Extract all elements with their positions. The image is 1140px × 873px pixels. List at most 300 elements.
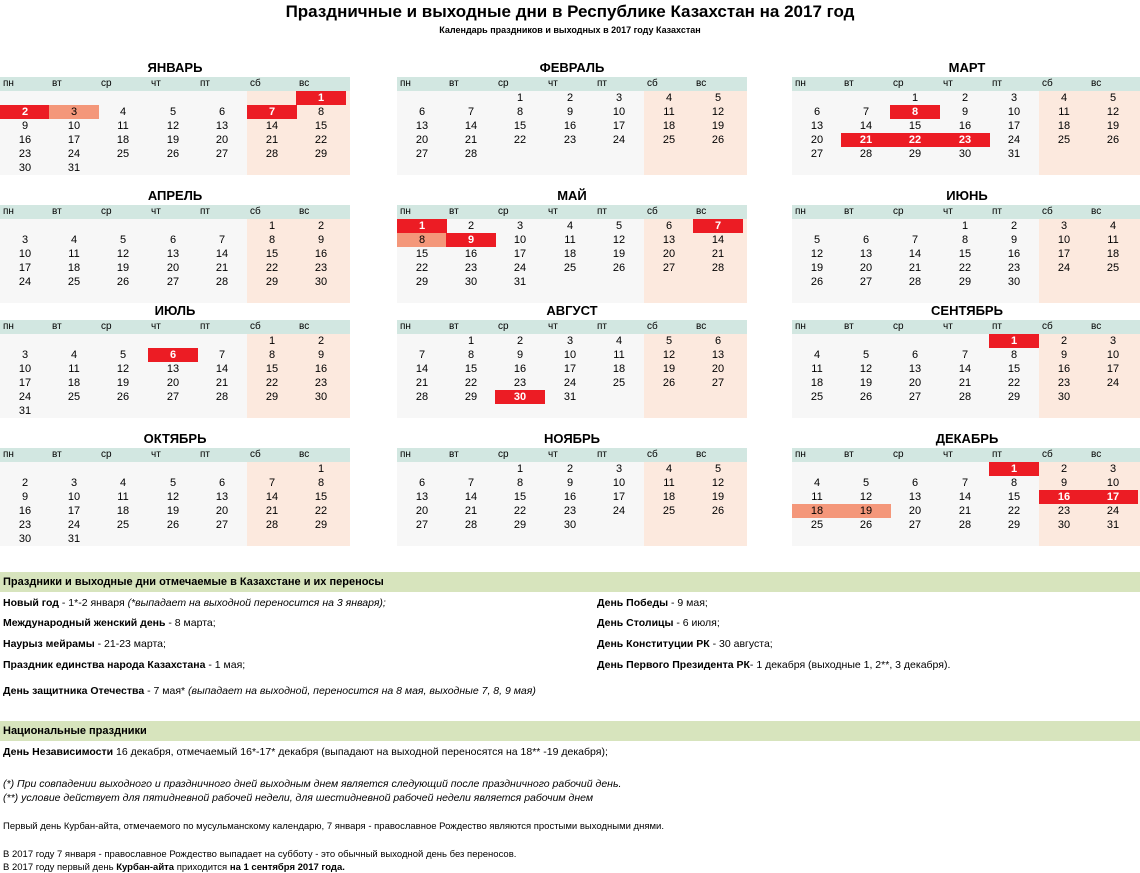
day-cell: 25: [1057, 134, 1071, 146]
day-cell: 10: [67, 120, 81, 132]
day-cell: 11: [117, 120, 129, 132]
day-cell: 2: [21, 477, 29, 489]
day-cell: 24: [1057, 262, 1071, 274]
day-cell: 30: [18, 533, 32, 545]
weekday-label: вт: [449, 321, 459, 332]
day-cell: 27: [711, 377, 725, 389]
weekday-label: пн: [795, 449, 806, 460]
day-cell: 15: [314, 491, 328, 503]
weekday-label: вт: [844, 206, 854, 217]
day-cell: 23: [563, 505, 577, 517]
day-cell: 26: [810, 276, 824, 288]
day-cell: 9: [1060, 477, 1068, 489]
day-cell: 3: [1060, 220, 1068, 232]
day-cell: 22: [1007, 505, 1021, 517]
weekday-label: сб: [250, 78, 261, 89]
day-cell: 31: [1007, 148, 1021, 160]
day-cell: 23: [464, 262, 478, 274]
day-cell: 10: [18, 363, 32, 375]
day-cell: 9: [21, 120, 29, 132]
day-cell: 4: [813, 477, 821, 489]
day-cell: 25: [612, 377, 626, 389]
day-cell: 2: [467, 220, 475, 232]
day-cell: 9: [1010, 234, 1018, 246]
day-cell: 27: [415, 148, 429, 160]
note-christmas: В 2017 году 7 января - православное Рождество выпадает на субботу - это обычный выходной день без переносов.: [3, 849, 517, 860]
weekday-header: [397, 77, 747, 91]
month-block: [397, 303, 747, 418]
day-cell: 19: [841, 504, 891, 518]
day-cell: 31: [18, 405, 32, 417]
day-cell: 15: [1007, 491, 1021, 503]
month-block: [397, 60, 747, 175]
day-cell: 8: [890, 105, 940, 119]
day-cell: 1: [268, 220, 276, 232]
day-cell: 28: [215, 276, 229, 288]
day-cell: 7: [693, 219, 743, 233]
weekday-header: [0, 77, 350, 91]
weekday-label: пн: [795, 206, 806, 217]
day-cell: 29: [958, 276, 972, 288]
day-cell: 26: [711, 505, 725, 517]
weekday-label: пт: [597, 449, 607, 460]
page-subtitle: Календарь праздников и выходных в 2017 году Казахстан: [439, 25, 701, 35]
day-cell: 5: [615, 220, 623, 232]
day-cell: 12: [166, 120, 180, 132]
weekday-label: сб: [647, 321, 658, 332]
day-cell: 4: [566, 220, 574, 232]
day-cell: 25: [1106, 262, 1120, 274]
day-cell: 5: [862, 477, 870, 489]
weekday-label: сб: [250, 449, 261, 460]
day-cell: 24: [1106, 377, 1120, 389]
independence-day-line: День Независимости 16 декабря, отмечаемый 16*-17* декабря (выпадают на выходной переносятся на 18** -19 декабря);: [3, 746, 608, 758]
day-cell: 22: [1007, 377, 1021, 389]
weekday-label: пт: [200, 321, 210, 332]
weekday-label: вс: [1091, 449, 1102, 460]
day-cell: 4: [119, 106, 127, 118]
day-cell: 19: [166, 134, 180, 146]
month-block: [0, 431, 350, 546]
day-cell: 29: [415, 276, 429, 288]
day-cell: 4: [615, 335, 623, 347]
day-cell: 10: [563, 349, 577, 361]
day-cell: 3: [70, 477, 78, 489]
day-cell: 26: [166, 519, 180, 531]
day-cell: 23: [1057, 505, 1071, 517]
day-cell: 15: [513, 120, 527, 132]
day-cell: 31: [67, 162, 81, 174]
day-cell: 7: [418, 349, 426, 361]
day-cell: 5: [169, 477, 177, 489]
day-cell: 9: [317, 234, 325, 246]
weekday-label: пт: [200, 78, 210, 89]
weekday-label: вс: [299, 78, 310, 89]
weekday-label: чт: [548, 206, 558, 217]
month-name: ИЮЛЬ: [154, 303, 196, 318]
day-cell: 13: [810, 120, 824, 132]
weekday-header: [397, 320, 747, 334]
weekday-label: сб: [647, 78, 658, 89]
day-cell: 7: [218, 234, 226, 246]
day-cell: 30: [464, 276, 478, 288]
day-cell: 30: [563, 519, 577, 531]
day-cell: 31: [563, 391, 577, 403]
day-cell: 5: [813, 234, 821, 246]
day-cell: 1: [397, 219, 447, 233]
day-cell: 14: [711, 234, 725, 246]
month-name: ДЕКАБРЬ: [935, 431, 999, 446]
day-cell: 27: [215, 148, 229, 160]
day-cell: 24: [612, 134, 626, 146]
day-cell: 22: [513, 505, 527, 517]
day-cell: 30: [1057, 519, 1071, 531]
day-cell: 22: [890, 133, 940, 147]
day-cell: 1: [516, 92, 524, 104]
weekday-label: пт: [992, 206, 1002, 217]
day-cell: 28: [265, 519, 279, 531]
day-cell: 22: [265, 377, 279, 389]
day-cell: 18: [116, 505, 130, 517]
day-cell: 14: [958, 363, 972, 375]
footnote-1: (*) При совпадении выходного и праздничного дней выходным днем является следующий после праздничного рабочий день.: [3, 778, 622, 790]
day-cell: 22: [314, 134, 328, 146]
day-cell: 13: [859, 248, 873, 260]
day-cell: 12: [711, 106, 725, 118]
day-cell: 21: [265, 505, 279, 517]
month-days: [0, 462, 350, 546]
month-days: [0, 334, 350, 418]
day-cell: 12: [662, 349, 676, 361]
day-cell: 7: [467, 106, 475, 118]
day-cell: 25: [810, 519, 824, 531]
day-cell: 9: [566, 477, 574, 489]
month-name: АПРЕЛЬ: [147, 188, 203, 203]
day-cell: 29: [1007, 391, 1021, 403]
day-cell: 31: [67, 533, 81, 545]
day-cell: 21: [464, 134, 478, 146]
day-cell: 16: [1039, 490, 1089, 504]
day-cell: 25: [810, 391, 824, 403]
weekday-label: чт: [943, 321, 953, 332]
weekday-label: ср: [101, 449, 112, 460]
day-cell: 24: [18, 391, 32, 403]
weekday-label: чт: [151, 321, 161, 332]
day-cell: 17: [1007, 120, 1021, 132]
day-cell: 3: [566, 335, 574, 347]
day-cell: 4: [70, 234, 78, 246]
day-cell: 2: [317, 335, 325, 347]
day-cell: 14: [215, 248, 229, 260]
day-cell: 13: [908, 363, 922, 375]
weekday-label: пт: [200, 206, 210, 217]
weekday-label: вт: [844, 449, 854, 460]
day-cell: 13: [908, 491, 922, 503]
day-cell: 8: [317, 106, 325, 118]
day-cell: 20: [810, 134, 824, 146]
day-cell: 17: [513, 248, 527, 260]
day-cell: 18: [662, 120, 676, 132]
day-cell: 29: [1007, 519, 1021, 531]
section-band-holidays: Праздники и выходные дни отмечаемые в Казахстане и их переносы: [0, 572, 1140, 592]
section-band-national: Национальные праздники: [0, 721, 1140, 741]
day-cell: 28: [958, 391, 972, 403]
month-days: [397, 462, 747, 546]
day-cell: 10: [18, 248, 32, 260]
weekday-label: чт: [151, 78, 161, 89]
day-cell: 22: [265, 262, 279, 274]
day-cell: 11: [663, 106, 675, 118]
day-cell: 6: [911, 477, 919, 489]
day-cell: 25: [67, 391, 81, 403]
day-cell: 27: [908, 519, 922, 531]
day-cell: 29: [513, 519, 527, 531]
day-cell: 1: [516, 463, 524, 475]
day-cell: 28: [464, 519, 478, 531]
day-cell: 16: [958, 120, 972, 132]
weekday-label: вт: [52, 78, 62, 89]
month-name: ОКТЯБРЬ: [143, 431, 207, 446]
day-cell: 20: [166, 377, 180, 389]
day-cell: 3: [516, 220, 524, 232]
day-cell: 30: [958, 148, 972, 160]
weekday-label: вт: [52, 321, 62, 332]
day-cell: 2: [516, 335, 524, 347]
note-kurban-2017: В 2017 году первый день Курбан-айта приходится на 1 сентября 2017 года.: [3, 862, 345, 873]
day-cell: 18: [67, 377, 81, 389]
day-cell: 17: [612, 491, 626, 503]
day-cell: 11: [663, 477, 675, 489]
day-cell: 19: [166, 505, 180, 517]
month-name: МАЙ: [557, 188, 587, 203]
day-cell: 20: [711, 363, 725, 375]
weekday-label: пт: [200, 449, 210, 460]
month-days: [792, 219, 1140, 303]
day-cell: 22: [464, 377, 478, 389]
day-cell: 16: [563, 120, 577, 132]
month-block: [397, 431, 747, 546]
weekday-label: пн: [400, 206, 411, 217]
day-cell: 15: [464, 363, 478, 375]
day-cell: 27: [908, 391, 922, 403]
day-cell: 2: [0, 105, 50, 119]
month-block: [0, 188, 350, 303]
day-cell: 21: [415, 377, 429, 389]
weekday-label: вс: [696, 78, 707, 89]
day-cell: 8: [1010, 349, 1018, 361]
weekday-label: чт: [151, 449, 161, 460]
weekday-header: [792, 77, 1140, 91]
day-cell: 6: [813, 106, 821, 118]
day-cell: 11: [1058, 106, 1070, 118]
day-cell: 13: [415, 120, 429, 132]
day-cell: 19: [116, 377, 130, 389]
day-cell: 7: [467, 477, 475, 489]
day-cell: 14: [464, 120, 478, 132]
day-cell: 1: [989, 334, 1039, 348]
day-cell: 22: [415, 262, 429, 274]
day-cell: 28: [265, 148, 279, 160]
day-cell: 6: [218, 477, 226, 489]
day-cell: 4: [813, 349, 821, 361]
day-cell: 4: [119, 477, 127, 489]
day-cell: 17: [67, 505, 81, 517]
day-cell: 19: [711, 491, 725, 503]
day-cell: 16: [314, 363, 328, 375]
day-cell: 25: [563, 262, 577, 274]
month-block: [792, 431, 1140, 546]
day-cell: 25: [116, 519, 130, 531]
day-cell: 24: [563, 377, 577, 389]
day-cell: 28: [711, 262, 725, 274]
month-name: МАРТ: [948, 60, 986, 75]
day-cell: 23: [18, 519, 32, 531]
day-cell: 9: [566, 106, 574, 118]
day-cell: 18: [67, 262, 81, 274]
day-cell: 13: [166, 248, 180, 260]
day-cell: 17: [612, 120, 626, 132]
holiday-line: Новый год - 1*-2 января (*выпадает на выходной переносится на 3 января);: [3, 597, 386, 609]
day-cell: 7: [961, 477, 969, 489]
weekday-label: сб: [250, 206, 261, 217]
day-cell: 3: [1109, 335, 1117, 347]
day-cell: 16: [513, 363, 527, 375]
day-cell: 25: [116, 148, 130, 160]
day-cell: 26: [859, 391, 873, 403]
note-kurban-ait: Первый день Курбан-айта, отмечаемого по мусульманскому календарю, 7 января - православное Рождество являются простыми выходными днями.: [3, 821, 664, 832]
day-cell: 16: [464, 248, 478, 260]
weekday-label: вт: [449, 78, 459, 89]
weekday-label: вт: [52, 449, 62, 460]
day-cell: 8: [516, 477, 524, 489]
day-cell: 23: [1057, 377, 1071, 389]
day-cell: 28: [859, 148, 873, 160]
day-cell: 21: [711, 248, 725, 260]
weekday-header: [792, 205, 1140, 219]
day-cell: 20: [415, 134, 429, 146]
day-cell: 9: [516, 349, 524, 361]
weekday-label: пт: [597, 206, 607, 217]
day-cell: 18: [612, 363, 626, 375]
day-cell: 26: [662, 377, 676, 389]
day-cell: 4: [665, 463, 673, 475]
day-cell: 3: [1010, 92, 1018, 104]
day-cell: 14: [415, 363, 429, 375]
day-cell: 8: [467, 349, 475, 361]
month-name: СЕНТЯБРЬ: [931, 303, 1003, 318]
day-cell: 10: [1106, 349, 1120, 361]
day-cell: 6: [418, 106, 426, 118]
day-cell: 19: [116, 262, 130, 274]
day-cell: 21: [841, 133, 891, 147]
weekday-label: пт: [992, 321, 1002, 332]
day-cell: 28: [958, 519, 972, 531]
weekday-label: чт: [943, 449, 953, 460]
day-cell: 27: [859, 276, 873, 288]
day-cell: 12: [612, 234, 626, 246]
weekday-header: [397, 205, 747, 219]
day-cell: 6: [418, 477, 426, 489]
day-cell: 20: [908, 377, 922, 389]
day-cell: 17: [18, 377, 32, 389]
day-cell: 10: [513, 234, 527, 246]
day-cell: 1: [467, 335, 475, 347]
weekday-label: ср: [498, 206, 509, 217]
day-cell: 23: [314, 262, 328, 274]
day-cell: 6: [148, 348, 198, 362]
day-cell: 29: [314, 148, 328, 160]
day-cell: 13: [166, 363, 180, 375]
weekday-label: пт: [597, 78, 607, 89]
month-days: [792, 91, 1140, 175]
day-cell: 13: [711, 349, 725, 361]
day-cell: 12: [810, 248, 824, 260]
holiday-line: День Конституции РК - 30 августа;: [597, 638, 773, 650]
day-cell: 28: [464, 148, 478, 160]
day-cell: 6: [911, 349, 919, 361]
month-days: [792, 462, 1140, 546]
day-cell: 17: [67, 134, 81, 146]
day-cell: 21: [464, 505, 478, 517]
day-cell: 11: [68, 248, 80, 260]
day-cell: 1: [317, 463, 325, 475]
weekday-label: вс: [1091, 321, 1102, 332]
weekday-label: чт: [548, 321, 558, 332]
day-cell: 30: [1057, 391, 1071, 403]
day-cell: 30: [18, 162, 32, 174]
weekday-label: вт: [844, 78, 854, 89]
day-cell: 24: [1106, 505, 1120, 517]
weekday-label: ср: [893, 206, 904, 217]
day-cell: 25: [662, 134, 676, 146]
day-cell: 9: [21, 491, 29, 503]
day-cell: 23: [940, 133, 990, 147]
day-cell: 9: [1060, 349, 1068, 361]
day-cell: 16: [563, 491, 577, 503]
day-cell: 7: [218, 349, 226, 361]
day-cell: 9: [446, 233, 496, 247]
day-cell: 13: [662, 234, 676, 246]
day-cell: 30: [495, 390, 545, 404]
weekday-label: сб: [1042, 78, 1053, 89]
day-cell: 4: [70, 349, 78, 361]
day-cell: 23: [513, 377, 527, 389]
day-cell: 1: [911, 92, 919, 104]
day-cell: 7: [247, 105, 297, 119]
month-block: [0, 303, 350, 418]
weekday-label: ср: [893, 78, 904, 89]
day-cell: 29: [265, 276, 279, 288]
day-cell: 2: [1060, 335, 1068, 347]
weekday-label: сб: [1042, 206, 1053, 217]
day-cell: 22: [513, 134, 527, 146]
day-cell: 12: [859, 363, 873, 375]
month-days: [397, 91, 747, 175]
day-cell: 13: [215, 491, 229, 503]
day-cell: 8: [268, 234, 276, 246]
day-cell: 1: [296, 91, 346, 105]
day-cell: 15: [265, 248, 279, 260]
day-cell: 5: [665, 335, 673, 347]
day-cell: 16: [314, 248, 328, 260]
day-cell: 24: [67, 519, 81, 531]
day-cell: 2: [1060, 463, 1068, 475]
day-cell: 21: [958, 505, 972, 517]
day-cell: 29: [314, 519, 328, 531]
day-cell: 19: [711, 120, 725, 132]
day-cell: 19: [662, 363, 676, 375]
weekday-label: ср: [893, 321, 904, 332]
